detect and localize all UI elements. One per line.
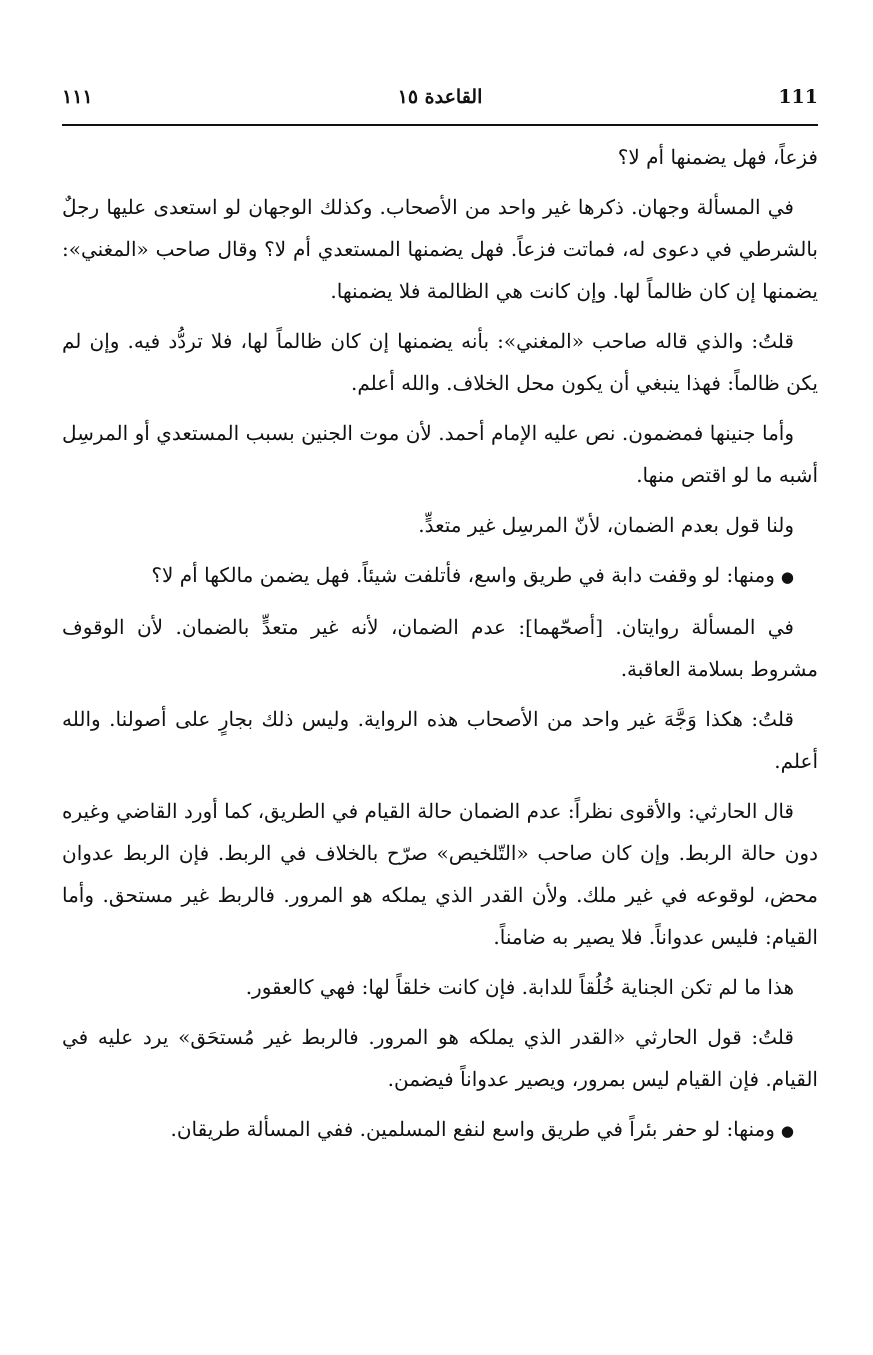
paragraph-text: ومنها: لو وقفت دابة في طريق واسع، فأتلفت شيئاً. فهل يضمن مالكها أم لا؟: [151, 563, 775, 587]
paragraph-text: ومنها: لو حفر بئراً في طريق واسع لنفع المسلمين. ففي المسألة طريقان.: [170, 1117, 775, 1141]
paragraph: قال الحارثي: والأقوى نظراً: عدم الضمان حالة القيام في الطريق، كما أورد القاضي وغيره دون حالة الربط. وإن كان صاحب «التّلخيص» صرّح بالخلاف في الربط. فإن الربط عدوان محض، لوقوعه في غير ملك. ولأن القدر الذي يملكه هو المرور. فالربط غير مستحق. وأما القيام: فليس عدواناً. فلا يصير به ضامناً.: [62, 799, 818, 949]
page-header: [62, 78, 818, 126]
paragraph: قلتُ: قول الحارثي «القدر الذي يملكه هو المرور. فالربط غير مُستحَق» يرد عليه في القيام. فإن القيام ليس بمرور، ويصير عدواناً فيضمن.: [62, 1025, 818, 1091]
paragraph: قلتُ: هكذا وَجَّهَ غير واحد من الأصحاب هذه الرواية. وليس ذلك بجارٍ على أصولنا. والله أعلم.: [62, 707, 818, 773]
page-number-arabic-indic: 111: [778, 86, 818, 108]
bullet-icon: ●: [780, 568, 794, 586]
paragraph: في المسألة وجهان. ذكرها غير واحد من الأصحاب. وكذلك الوجهان لو استعدى عليها رجلٌ بالشرطي في دعوى له، فماتت فزعاً. فهل يضمنها المستعدي أم لا؟ وقال صاحب «المغني»: يضمنها إن كان ظالماً لها. وإن كانت هي الظالمة فلا يضمنها.: [62, 195, 818, 303]
page-number-eastern: ١١١: [62, 86, 93, 108]
chapter-title: القاعدة ١٥: [397, 86, 483, 108]
paragraph: في المسألة روايتان. [أصحّهما]: عدم الضمان، لأنه غير متعدٍّ بالضمان. لأن الوقوف مشروط بسلامة العاقبة.: [62, 615, 818, 681]
paragraph: فزعاً، فهل يضمنها أم لا؟: [617, 145, 818, 169]
paragraph: قلتُ: والذي قاله صاحب «المغني»: بأنه يضمنها إن كان ظالماً لها، فلا تردُّد فيه. وإن لم يكن ظالماً: فهذا ينبغي أن يكون محل الخلاف. والله أعلم.: [62, 329, 818, 395]
paragraph: وأما جنينها فمضمون. نص عليه الإمام أحمد. لأن موت الجنين بسبب المستعدي أو المرسِل أشبه ما لو اقتص منها.: [62, 421, 818, 487]
paragraph: ولنا قول بعدم الضمان، لأنّ المرسِل غير متعدٍّ.: [418, 513, 794, 537]
paragraph-bulleted: [62, 554, 818, 598]
paragraph: هذا ما لم تكن الجناية خُلُقاً للدابة. فإن كانت خلقاً لها: فهي كالعقور.: [245, 975, 794, 999]
paragraph-bulleted: [62, 1108, 818, 1152]
bullet-icon: ●: [780, 1122, 794, 1140]
page-body: [62, 126, 818, 1152]
book-page: [62, 78, 818, 1318]
